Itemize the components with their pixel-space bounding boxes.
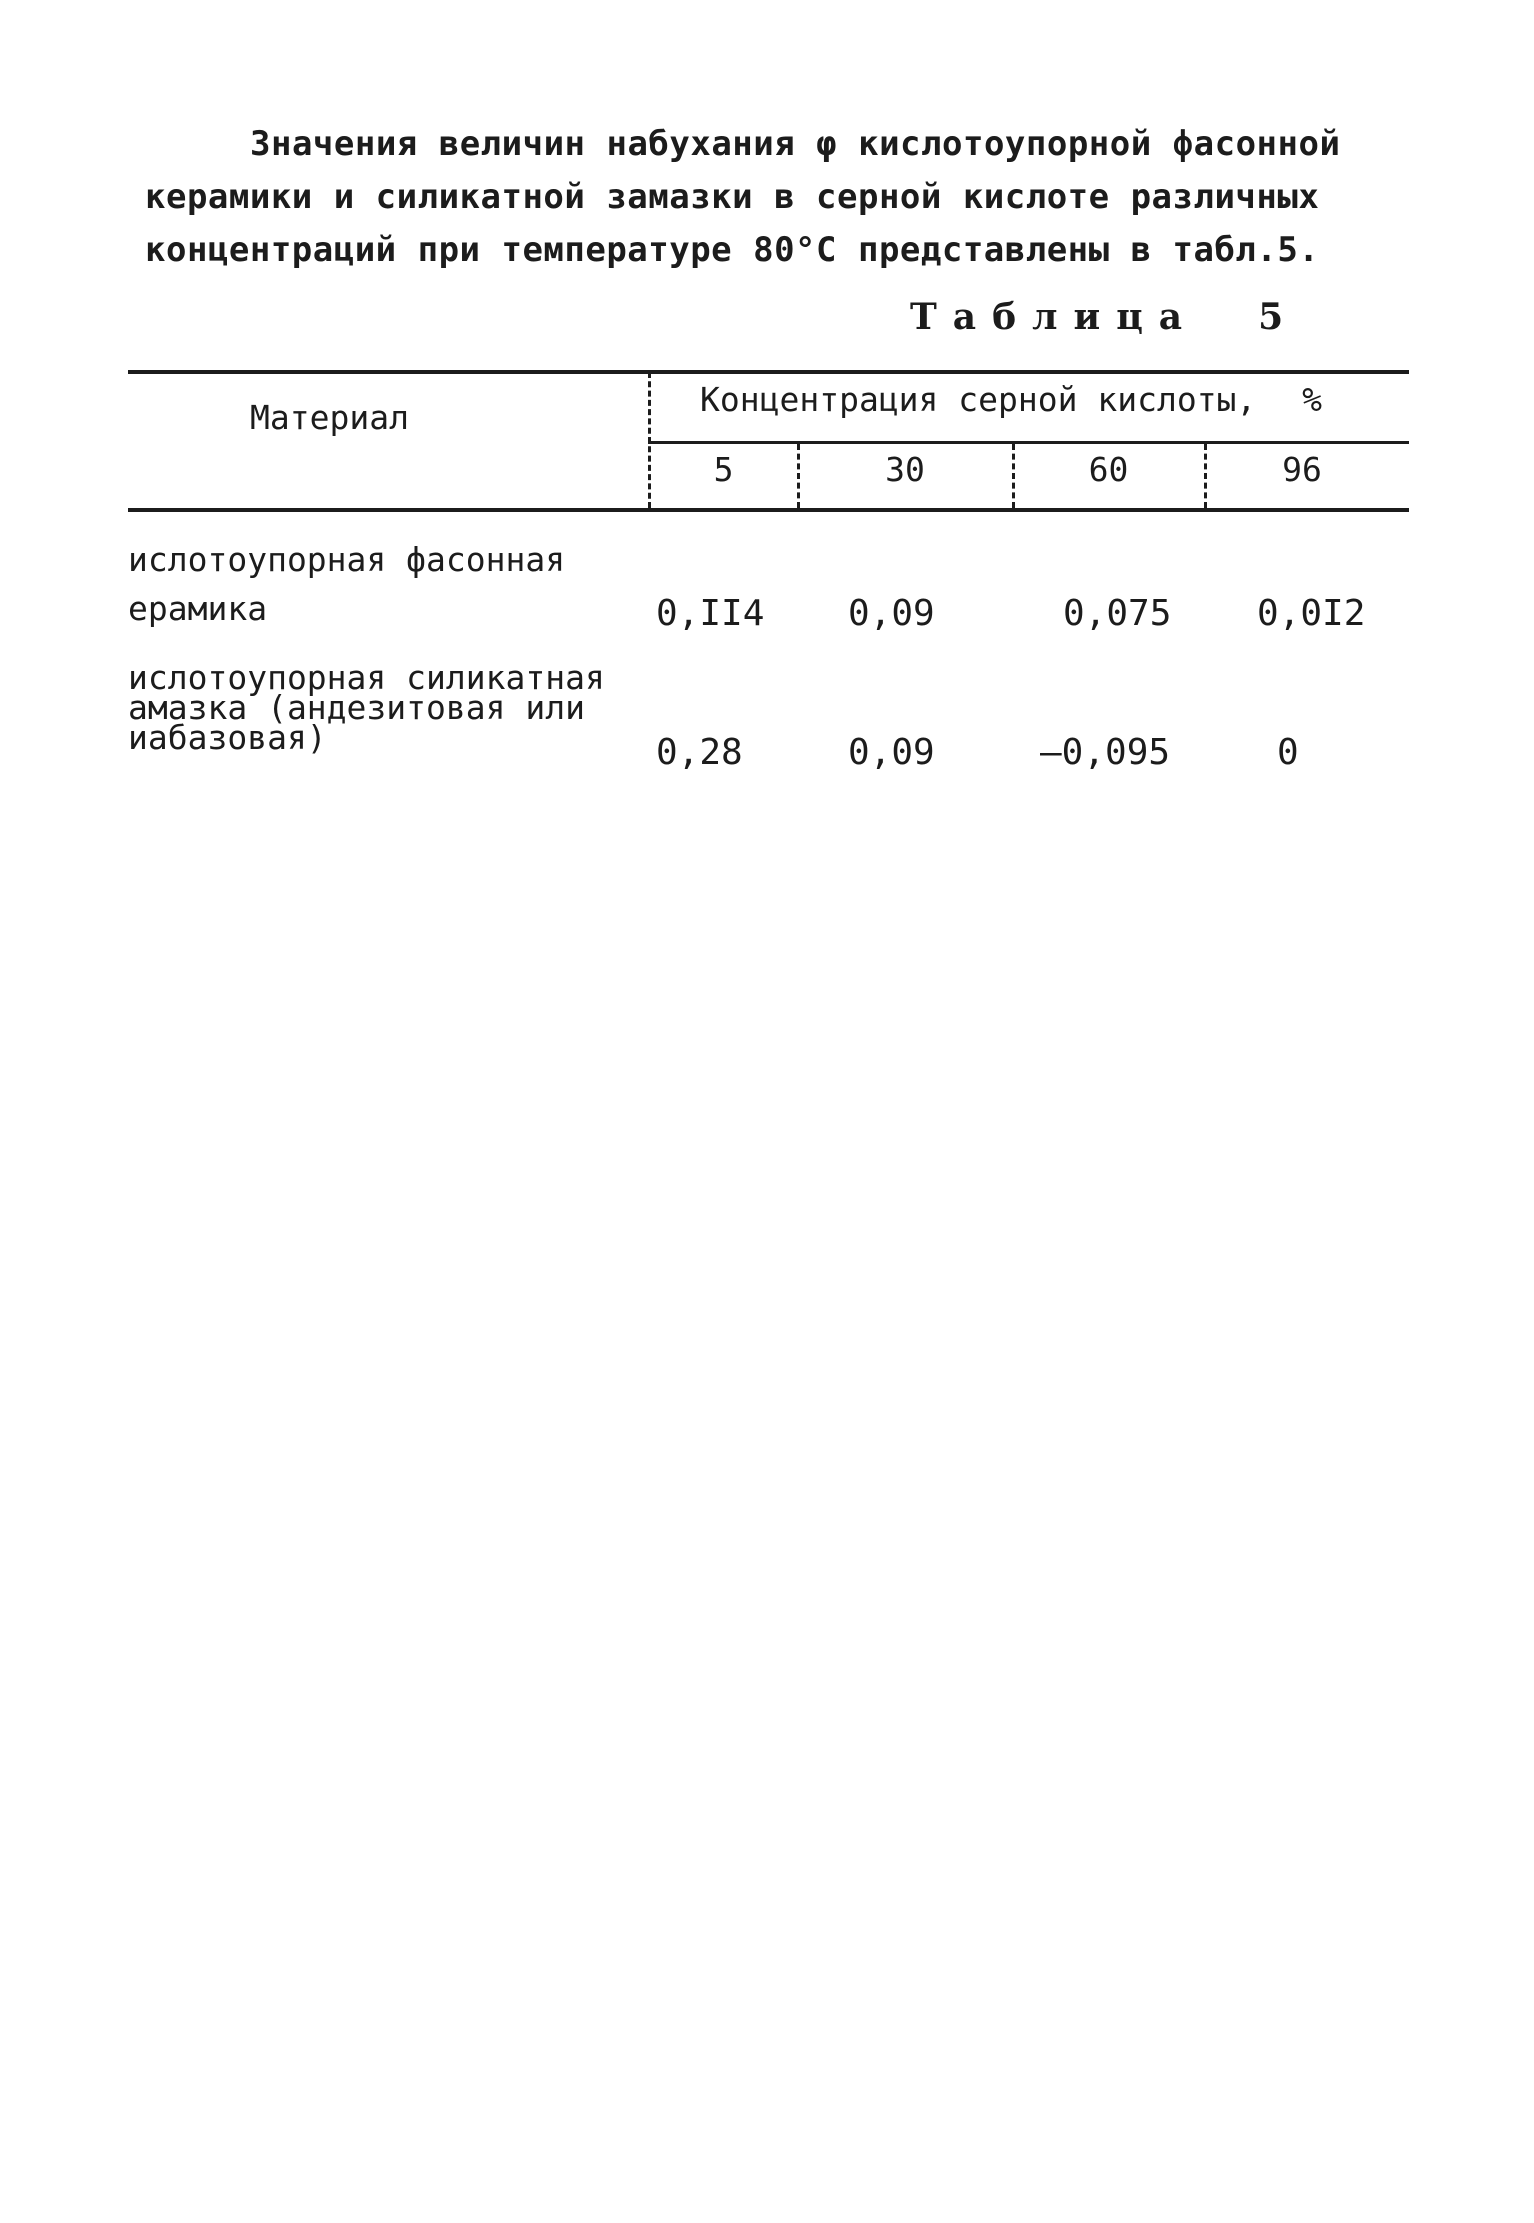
intro-paragraph [145, 118, 1395, 277]
row-2-label-line-1: ислотоупорная силикатная [128, 658, 605, 697]
intro-line-2: керамики и силикатной замазки в серной кислоте различных [145, 177, 1320, 217]
row-2-label-line-3: иабазовая) [128, 718, 327, 757]
row-1-label-line-2: ерамика [128, 589, 268, 628]
header-conc-60: 60 [1088, 450, 1129, 489]
row-1-value-60: 0,075 [1063, 593, 1172, 634]
header-conc-30: 30 [885, 450, 925, 489]
header-concentration [700, 380, 1322, 419]
header-conc-5: 5 [713, 450, 734, 489]
table-caption [910, 296, 1299, 338]
row-1-label-line-1: ислотоупорная фасонная [128, 540, 566, 579]
header-concentration-label: Концентрация серной кислоты, [700, 380, 1257, 419]
row-1-value-30: 0,09 [848, 593, 935, 634]
intro-line-3: концентраций при температуре 80°С представлены в табл.5. [145, 230, 1320, 270]
row-2-label [128, 658, 605, 757]
header-unit: % [1302, 380, 1323, 419]
row-1-value-96: 0,0I2 [1257, 593, 1366, 634]
row-2-value-5: 0,28 [656, 732, 743, 773]
table-header-divider [648, 441, 1409, 444]
row-2-value-60: –0,095 [1040, 732, 1171, 773]
row-1-value-5: 0,II4 [656, 593, 765, 634]
row-1-label [128, 540, 565, 628]
header-material: Материал [250, 398, 409, 437]
column-separator-material [648, 372, 651, 508]
table-number: 5 [1258, 296, 1300, 338]
header-conc-96: 96 [1282, 450, 1322, 489]
table-top-rule [128, 370, 1409, 374]
intro-line-1: Значения величин набухания φ кислотоупорной фасонной [250, 124, 1341, 164]
row-2-value-96: 0 [1277, 732, 1299, 773]
table-caption-word: Таблица [910, 296, 1199, 338]
row-2-label-line-2: амазка (андезитовая или [128, 688, 585, 727]
table-header-bottom-rule [128, 508, 1409, 512]
row-2-value-30: 0,09 [848, 732, 935, 773]
